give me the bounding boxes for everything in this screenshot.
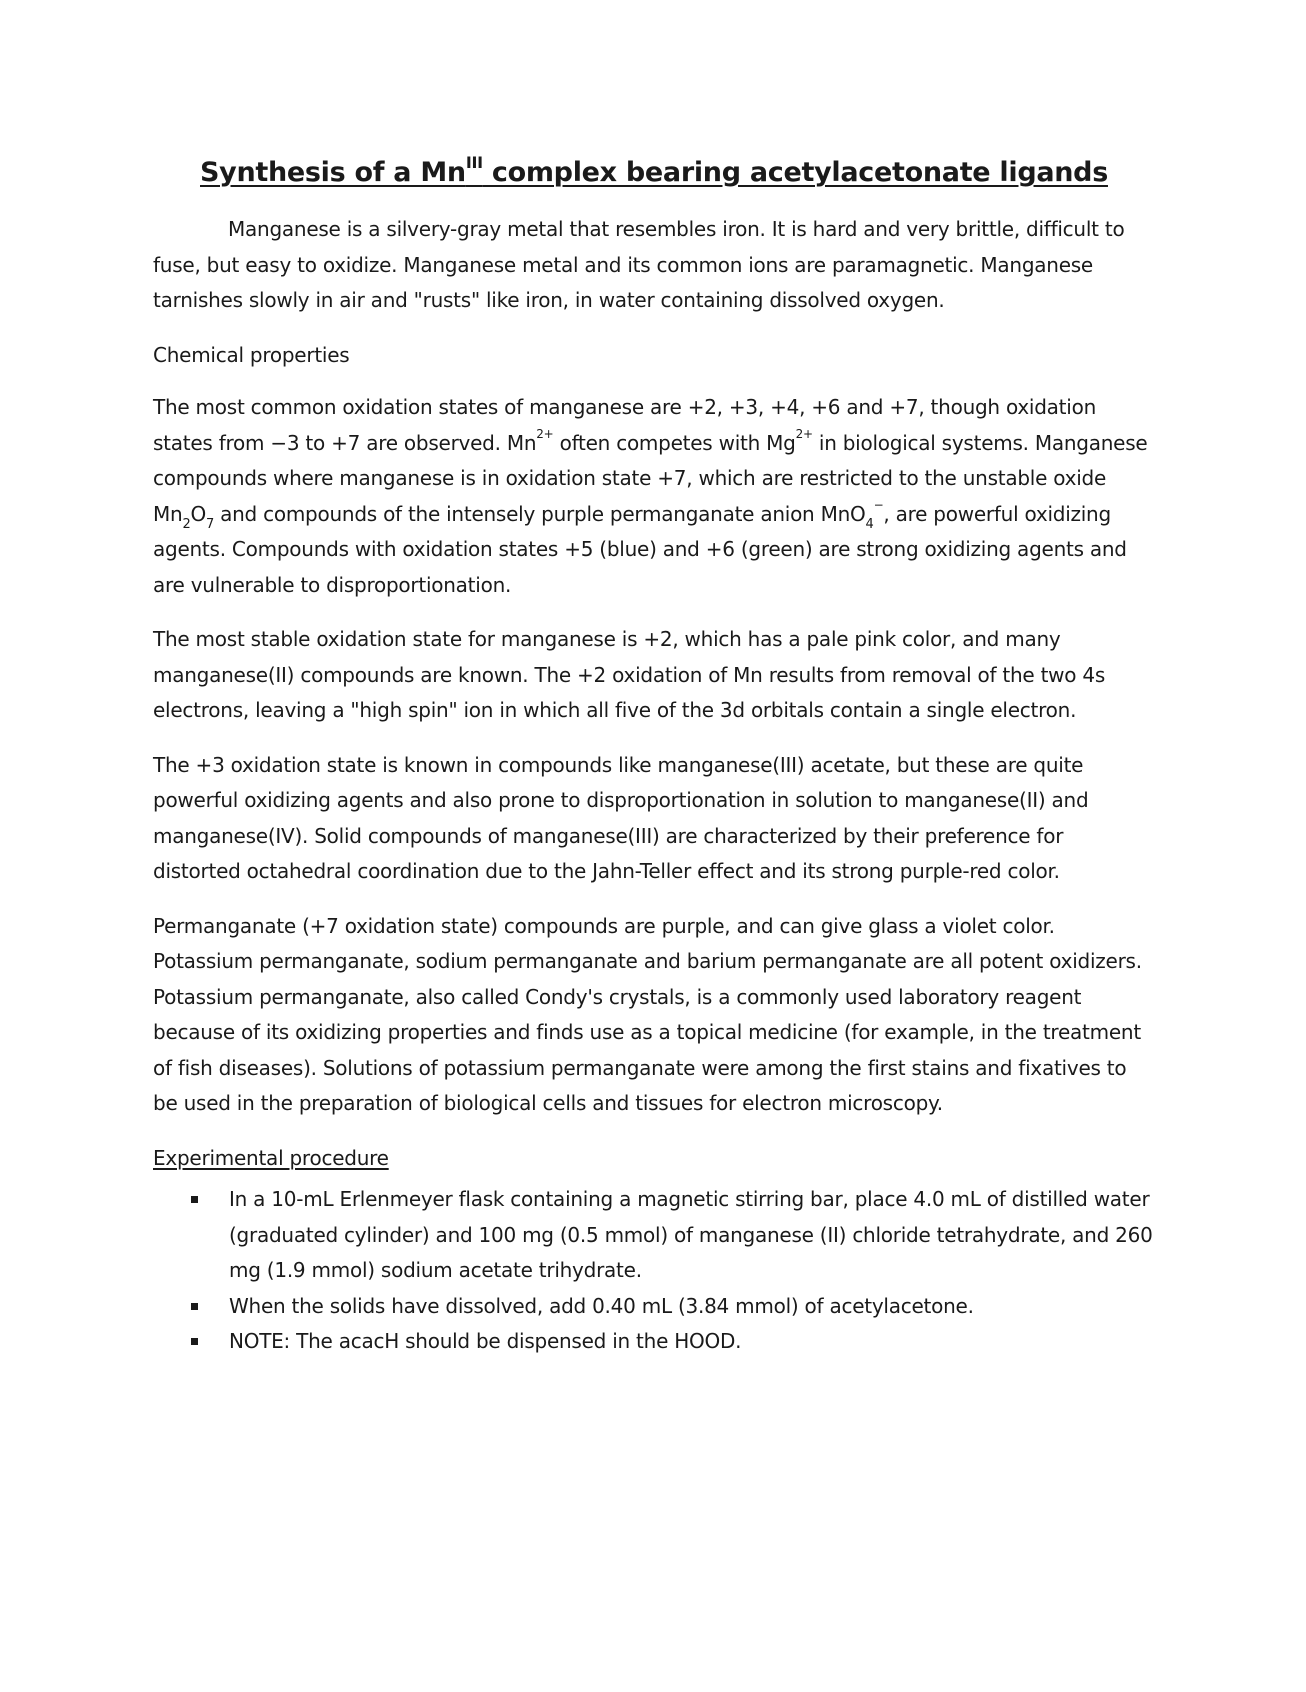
document-title [153,150,1155,196]
procedure-list [153,1182,1155,1360]
title-text [200,153,1108,188]
list-item: When the solids have dissolved, add 0.40 mL (3.84 mmol) of acetylacetone. [229,1289,1155,1325]
list-item: NOTE: The acacH should be dispensed in the HOOD. [229,1324,1155,1360]
permanganate-paragraph: Permanganate (+7 oxidation state) compounds are purple, and can give glass a violet color. Potassium permanganate, sodium permanganate and barium permanganate are all potent oxidizers. Potassium permanganate, also called Condy's crystals, is a commonly used laboratory reagent because of its oxidizing properties and finds use as a topical medicine (for example, in the treatment of fish diseases). Solutions of potassium permanganate were among the first stains and fixatives to be used in the preparation of biological cells and tissues for electron microscopy. [153,913,1142,1115]
title-superscript: III [465,153,483,172]
bullet-square-icon [191,1196,198,1203]
intro-paragraph: Manganese is a silvery-gray metal that resembles iron. It is hard and very brittle, difficult to fuse, but easy to oxidize. Manganese metal and its common ions are paramagnetic. Manganese tarnishes slowly in air and "rusts" like iron, in water containing dissolved oxygen. [153,217,1125,312]
document-page [153,150,1155,1360]
bullet-square-icon [191,1303,198,1310]
stable-oxidation-paragraph: The most stable oxidation state for manganese is +2, which has a pale pink color, and many manganese(II) compounds are known. The +2 oxidation of Mn results from removal of the two 4s electrons, leaving a "high spin" ion in which all five of the 3d orbitals contain a single electron. [153,627,1106,722]
experimental-procedure-heading: Experimental procedure [153,1145,389,1170]
title-pre: Synthesis of a Mn [200,157,466,188]
title-post: complex bearing acetylacetonate ligands [482,157,1108,188]
chemical-properties-heading: Chemical properties [153,342,350,367]
bullet-square-icon [191,1338,198,1345]
oxidation-states-paragraph: The most common oxidation states of manganese are +2, +3, +4, +6 and +7, though oxidation states from −3 to +7 are observed. $Mn^{2+}$ often competes with $Mg^{2+}$ in biological systems. Manganese compounds where manganese is in oxidation state +7, which are restricted to the unstable oxide $Mn_2O_7$ and compounds of the intensely purple permanganate anion MnO$_4$−, are powerful oxidizing agents. Compounds with oxidation states +5 (blue) and +6 (green) are strong oxidizing agents and are vulnerable to disproportionation. [153,395,1148,597]
plus-three-paragraph: The +3 oxidation state is known in compounds like manganese(III) acetate, but these are quite powerful oxidizing agents and also prone to disproportionation in solution to manganese(II) and manganese(IV). Solid compounds of manganese(III) are characterized by their preference for distorted octahedral coordination due to the Jahn-Teller effect and its strong purple-red color. [153,752,1089,883]
list-item: In a 10-mL Erlenmeyer flask containing a magnetic stirring bar, place 4.0 mL of distilled water (graduated cylinder) and 100 mg (0.5 mmol) of manganese (II) chloride tetrahydrate, and 260 mg (1.9 mmol) sodium acetate trihydrate. [229,1182,1155,1289]
